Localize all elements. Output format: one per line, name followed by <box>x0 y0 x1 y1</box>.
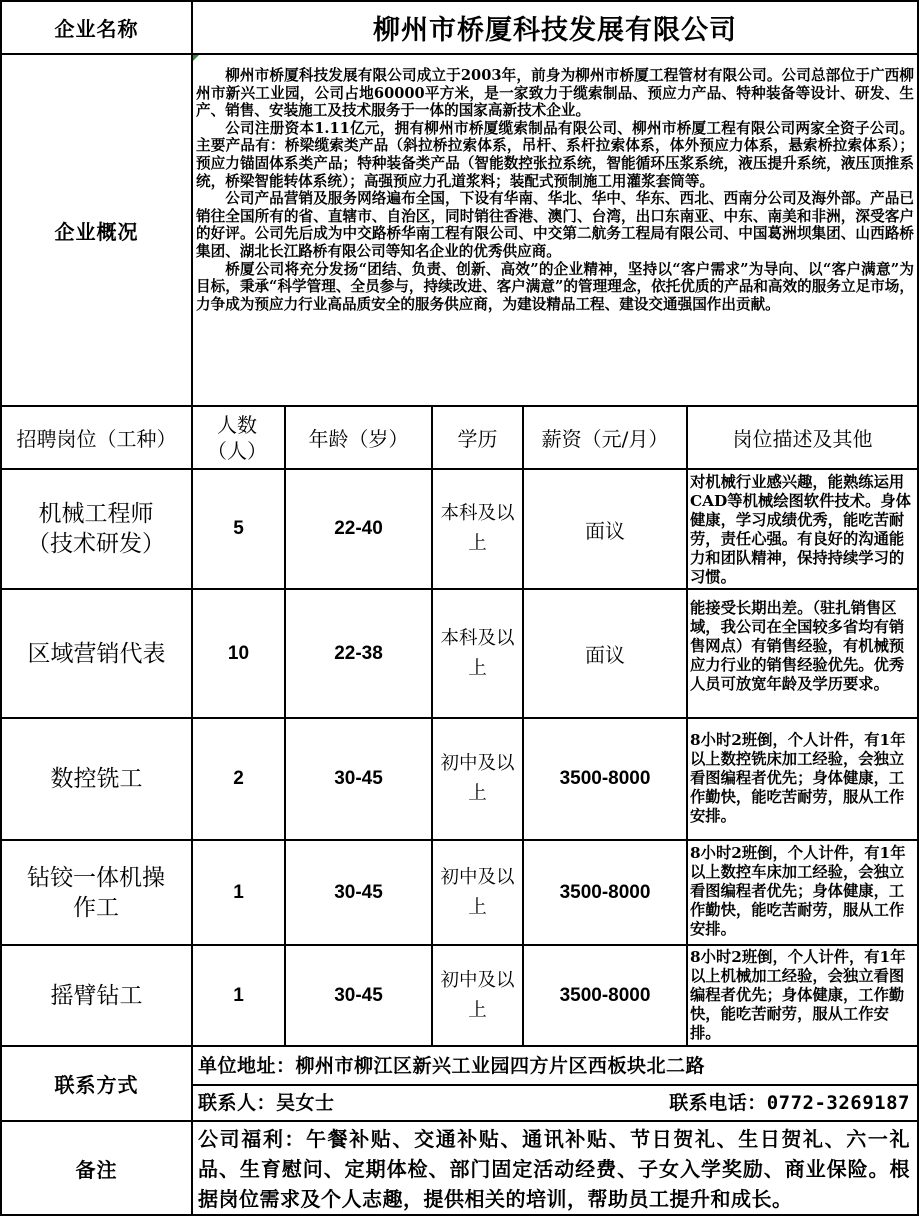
job-description: 8小时2班倒，个人计件，有1年以上数控车床加工经验，会独立看图编程者优先；身体健康，工作勤快，能吃苦耐劳，服从工作安排。 <box>690 844 906 938</box>
salary: 3500-8000 <box>559 984 651 1006</box>
salary: 3500-8000 <box>559 881 651 903</box>
headcount: 5 <box>233 518 244 539</box>
overview-paragraph: 公司产品营销及服务网络遍布全国，下设有华南、华北、华中、华东、西北、西南分公司及海外部。产品已销往全国所有的省、直辖市、自治区，同时销往香港、澳门、台湾，出口东南亚、中东、南美和非洲，深受客户的好评。公司先后成为中交路桥华南工程有限公司、中交第二航务工程局有限公司、中国葛洲坝集团、山西路桥集团、湖北长江路桥有限公司等知名企业的优秀供应商。 <box>196 190 914 260</box>
headcount: 1 <box>233 984 244 1006</box>
age-range: 30-45 <box>334 881 383 903</box>
company-name: 柳州市桥厦科技发展有限公司 <box>373 15 737 46</box>
education: 本科及以上 <box>440 503 515 554</box>
address-line <box>198 1050 913 1082</box>
job-description: 8小时2班倒，个人计件，有1年以上机械加工经验，会独立看图编程者优先；身体健康，工作勤快，能吃苦耐劳，服从工作安排。 <box>690 948 906 1042</box>
col-header-education: 学历 <box>457 427 498 451</box>
contact-label: 联系方式 <box>54 1073 139 1097</box>
col-header-salary: 薪资（元/月） <box>541 427 669 451</box>
cell-marker-icon <box>193 55 199 61</box>
col-header-description: 岗位描述及其他 <box>732 427 873 451</box>
position-name: 钻铰一体机操作工 <box>27 864 165 921</box>
education: 初中及以上 <box>440 969 515 1021</box>
col-header-count: 人数（人） <box>207 412 267 463</box>
job-description: 8小时2班倒，个人计件，有1年以上数控铣床加工经验，会独立看图编程者优先；身体健康，工作勤快，能吃苦耐劳，服从工作安排。 <box>690 731 906 825</box>
education: 初中及以上 <box>440 866 515 918</box>
position-name: 数控铣工 <box>50 766 143 792</box>
headcount: 1 <box>233 881 244 903</box>
position-name: 摇臂钻工 <box>50 982 143 1009</box>
education: 本科及以上 <box>440 627 515 679</box>
col-header-age: 年龄（岁） <box>308 427 409 451</box>
address-label: 单位地址： <box>198 1055 296 1077</box>
overview-paragraph: 桥厦公司将充分发扬“团结、负责、创新、高效”的企业精神，坚持以“客户需求”为导向、以“客户满意”为目标，秉承“科学管理、全员参与，持续改进、客户满意”的管理理念，依托优质的产品和高效的服务立足市场，力争成为预应力行业高品质安全的服务供应商，为建设精品工程、建设交通强国作出贡献。 <box>196 260 914 313</box>
salary: 3500-8000 <box>559 768 651 789</box>
job-description: 能接受长期出差。（驻扎销售区域，我公司在全国较多省均有销售网点）有销售经验，有机械预应力行业的销售经验优先。优秀人员可放宽年龄及学历要求。 <box>690 599 905 693</box>
age-range: 30-45 <box>334 984 383 1006</box>
contact-phone[interactable]: 0772-3269187 <box>766 1092 910 1114</box>
salary: 面议 <box>585 518 625 543</box>
contact-person-line <box>198 1086 498 1120</box>
age-range: 22-38 <box>334 642 383 664</box>
contact-phone-label: 联系电话： <box>669 1092 767 1114</box>
position-name: 区域营销代表 <box>27 640 166 667</box>
job-description: 对机械行业感兴趣，能熟练运用CAD等机械绘图软件技术。身体健康，学习成绩优秀，能吃苦耐劳，责任心强。有良好的沟通能力和团队精神，保持持续学习的习惯。 <box>690 473 911 586</box>
col-header-position: 招聘岗位（工种） <box>16 427 177 451</box>
address: 柳州市柳江区新兴工业园四方片区西板块北二路 <box>295 1055 706 1077</box>
company-overview <box>196 67 914 401</box>
education: 初中及以上 <box>440 753 515 804</box>
company-benefits: 公司福利：午餐补贴、交通补贴、通讯补贴、节日贺礼、生日贺礼、六一礼品、生育慰问、定期体检、部门固定活动经费、子女入学奖励、商业保险。根据岗位需求及个人志趣，提供相关的培训，帮助员工提升和成长。 <box>198 1127 910 1211</box>
contact-phone-line <box>640 1086 910 1120</box>
contact-person-label: 联系人： <box>198 1092 277 1114</box>
overview-paragraph: 柳州市桥厦科技发展有限公司成立于2003年，前身为柳州市桥厦工程管材有限公司。公司总部位于广西柳州市新兴工业园，公司占地60000平方米，是一家致力于缆索制品、预应力产品、特种装备等设计、研发、生产、销售、安装施工及技术服务于一体的国家高新技术企业。 <box>196 67 914 120</box>
age-range: 22-40 <box>334 518 383 539</box>
salary: 面议 <box>585 643 625 667</box>
headcount: 2 <box>233 768 244 789</box>
company-name-label: 企业名称 <box>54 17 139 41</box>
position-name: 机械工程师（技术研发） <box>27 501 165 557</box>
age-range: 30-45 <box>334 768 383 789</box>
remarks-label: 备注 <box>75 1157 118 1182</box>
contact-person: 吴女士 <box>276 1092 335 1114</box>
overview-label: 企业概况 <box>54 219 139 244</box>
overview-paragraph: 公司注册资本1.11亿元，拥有柳州市桥厦缆索制品有限公司、柳州市桥厦工程有限公司两家全资子公司。主要产品有：桥梁缆索类产品（斜拉桥拉索体系，吊杆、系杆拉索体系，体外预应力体系，悬索桥拉索体系）；预应力锚固体系类产品；特种装备类产品（智能数控张拉系统，智能循环压浆系统，液压提升系统，液压顶推系统，桥梁智能转体系统）；高强预应力孔道浆料；装配式预制施工用灌浆套筒等。 <box>196 119 914 190</box>
headcount: 10 <box>227 642 250 664</box>
